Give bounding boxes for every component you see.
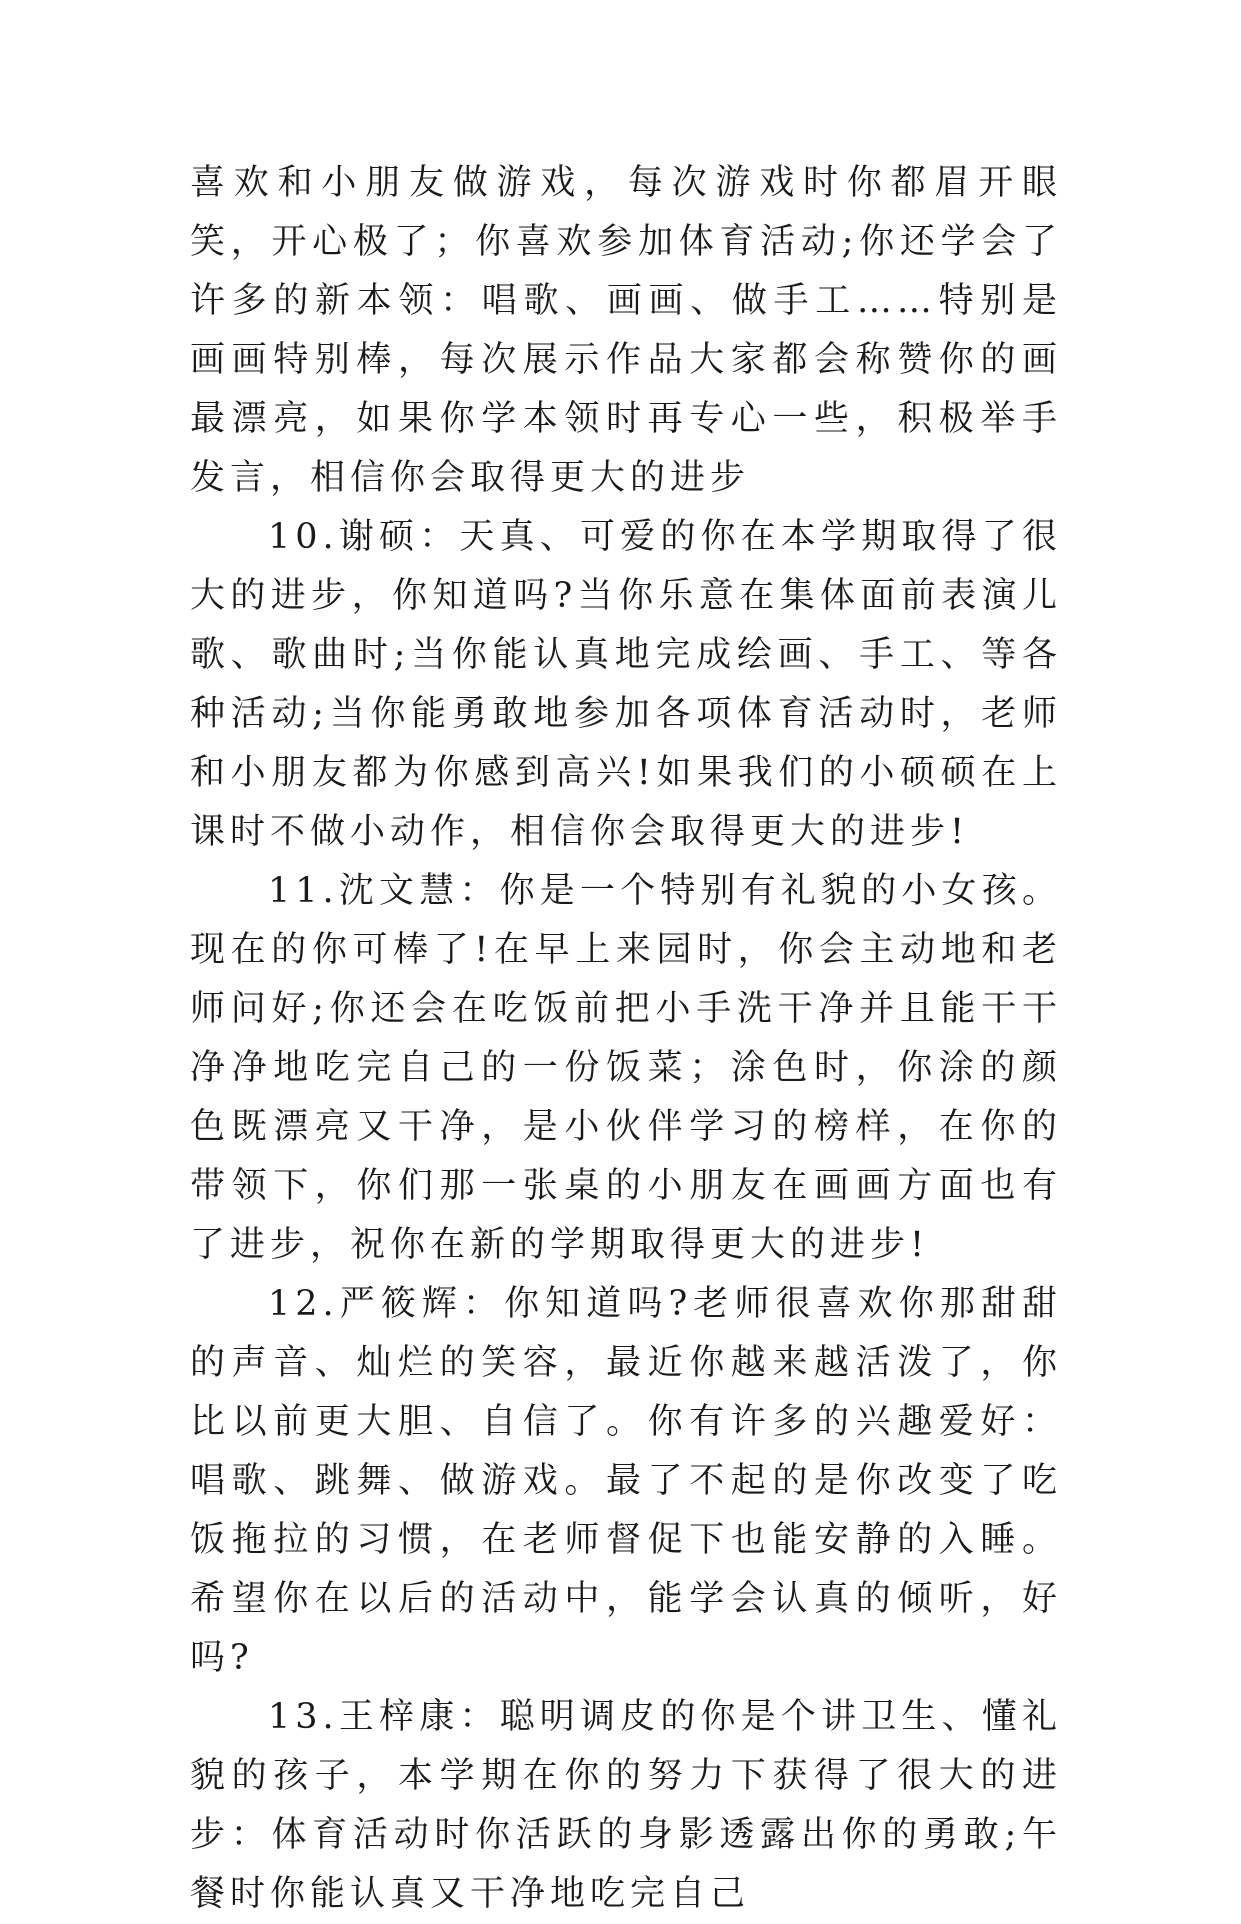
paragraph-item-13: 13.王梓康：聪明调皮的你是个讲卫生、懂礼貌的孩子，本学期在你的努力下获得了很大的进步：体育活动时你活跃的身影透露出你的勇敢;午餐时你能认真又干净地吃完自己: [190, 1697, 1062, 1914]
paragraph-item-11: 11.沈文慧：你是一个特别有礼貌的小女孩。现在的你可棒了!在早上来园时，你会主动地和老师问好;你还会在吃饭前把小手洗干净并且能干干净净地吃完自己的一份饭菜；涂色时，你涂的颜色既漂亮又干净，是小伙伴学习的榜样，在你的带领下，你们那一张桌的小朋友在画画方面也有了进步，祝你在新的学期取得更大的进步!: [190, 871, 1062, 1265]
document-body: [190, 154, 1062, 1924]
paragraph-item-10: 10.谢硕：天真、可爱的你在本学期取得了很大的进步，你知道吗?当你乐意在集体面前表演儿歌、歌曲时;当你能认真地完成绘画、手工、等各种活动;当你能勇敢地参加各项体育活动时，老师和小朋友都为你感到高兴!如果我们的小硕硕在上课时不做小动作，相信你会取得更大的进步!: [190, 517, 1062, 852]
paragraph-continued: 喜欢和小朋友做游戏，每次游戏时你都眉开眼笑，开心极了；你喜欢参加体育活动;你还学会了许多的新本领：唱歌、画画、做手工……特别是画画特别棒，每次展示作品大家都会称赞你的画最漂亮，如果你学本领时再专心一些，积极举手发言，相信你会取得更大的进步: [190, 163, 1062, 498]
paragraph-item-12: 12.严筱辉：你知道吗?老师很喜欢你那甜甜的声音、灿烂的笑容，最近你越来越活泼了，你比以前更大胆、自信了。你有许多的兴趣爱好：唱歌、跳舞、做游戏。最了不起的是你改变了吃饭拖拉的习惯，在老师督促下也能安静的入睡。希望你在以后的活动中，能学会认真的倾听，好吗?: [190, 1284, 1062, 1678]
